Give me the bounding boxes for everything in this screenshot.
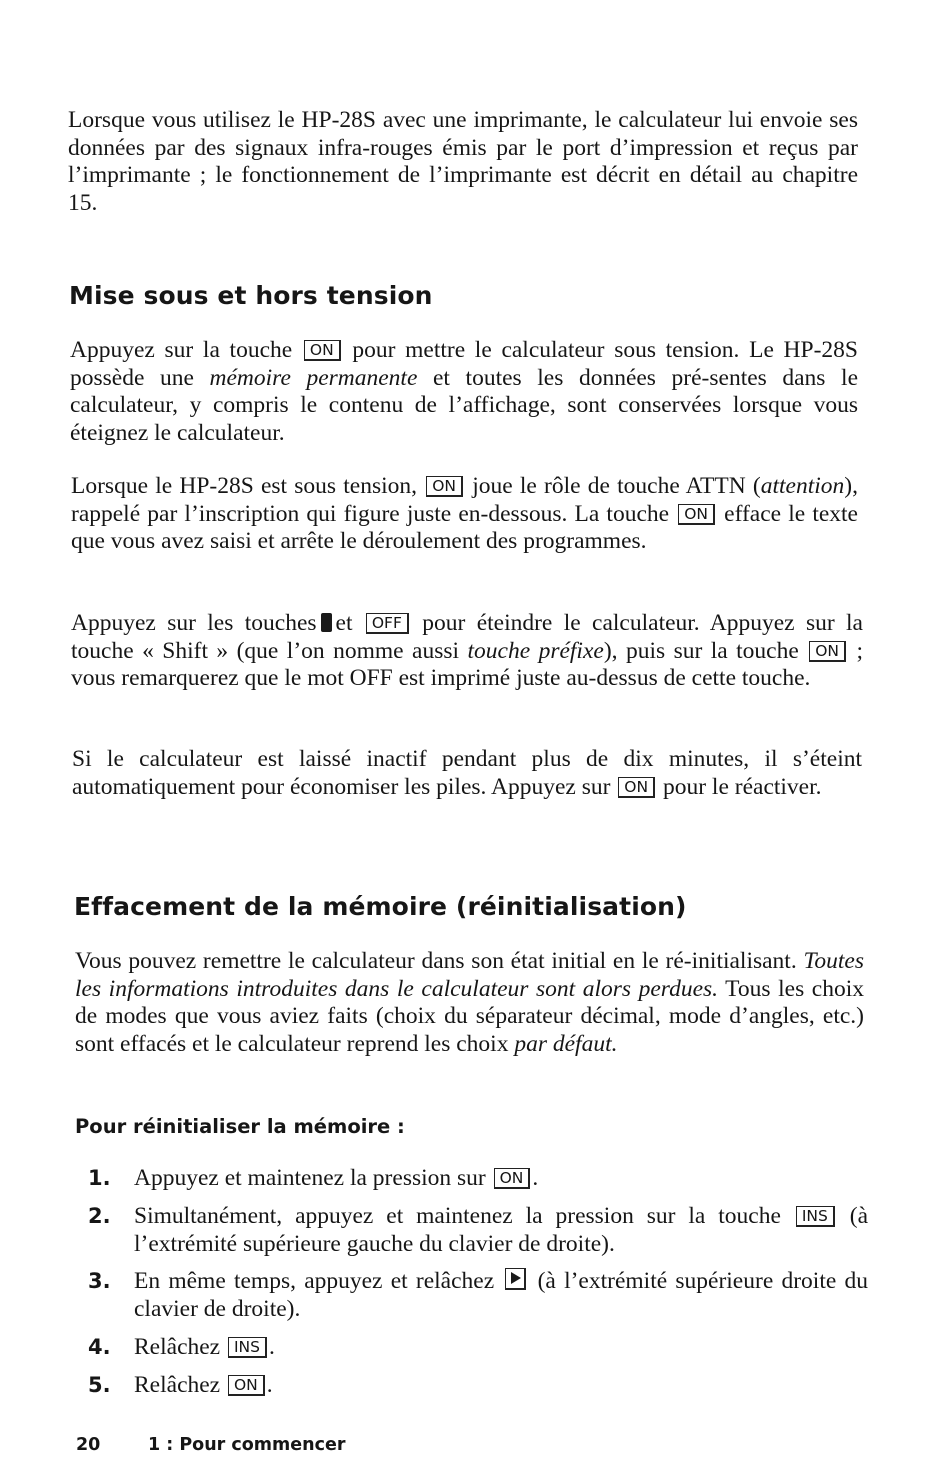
list-item [88, 1203, 874, 1261]
on-key: ON [228, 1375, 265, 1396]
ins-key: INS [796, 1206, 835, 1227]
power-paragraph-2: Lorsque le HP-28S est sous tension, ON joue le rôle de touche ATTN (attention), rappelé par l’inscription qui figure juste en-dessous. La touche ON efface le texte que vous avez saisi et arrête le déroulement des programmes. [71, 473, 864, 555]
step-text: Relâchez INS . [134, 1334, 275, 1360]
on-key: ON [678, 504, 715, 525]
power-paragraph-3: Appuyez sur les touches et OFF pour éteindre le calculateur. Appuyez sur la touche « Shift » (que l’on nomme aussi touche préfixe), puis sur la touche ON ; vous remarquerez que le mot OFF est imprimé juste au-dessus de cette touche. [71, 610, 869, 692]
right-arrow-key-icon [505, 1268, 526, 1290]
ins-key: INS [228, 1337, 267, 1358]
step-number: 3. [88, 1269, 111, 1293]
reset-paragraph: Vous pouvez remettre le calculateur dans son état initial en le ré-initialisant. Toutes les informations introduites dans le calculateur sont alors perdues. Tous les choix de modes que vous aviez faits (choix du séparateur décimal, mode d’angles, etc.) sont effacés et le calculateur reprend les choix par défaut. [75, 948, 870, 1057]
power-paragraph-1: Appuyez sur la touche ON pour mettre le calculateur sous tension. Le HP-28S possède une mémoire permanente et toutes les données pré-sentes dans le calculateur, y compris le contenu de l’affichage, sont conservées lorsque vous éteignez le calculateur. [70, 337, 864, 446]
chapter-title: 1 : Pour commencer [148, 1435, 346, 1455]
on-key: ON [494, 1168, 531, 1189]
page-number: 20 [76, 1435, 101, 1455]
intro-text: Lorsque vous utilisez le HP-28S avec une imprimante, le calculateur lui envoie ses données par des signaux infra-rouges émis par le port d’impression et reçus par l’imprimante ; le fonctionnement de l’imprimante est décrit en détail au chapitre 15. [68, 107, 864, 216]
intro-paragraph [68, 107, 864, 217]
shift-key-icon [321, 613, 332, 632]
step-number: 1. [88, 1166, 111, 1190]
list-item [88, 1165, 868, 1195]
step-number: 5. [88, 1373, 111, 1397]
list-item [88, 1268, 874, 1326]
on-key: ON [618, 777, 655, 798]
on-key: ON [809, 641, 846, 662]
section-heading-power: Mise sous et hors tension [69, 281, 433, 310]
step-number: 4. [88, 1335, 111, 1359]
step-text: Relâchez ON . [134, 1372, 273, 1398]
list-item [88, 1372, 868, 1402]
step-number: 2. [88, 1204, 111, 1228]
subheading-reset-steps: Pour réinitialiser la mémoire : [75, 1115, 405, 1138]
off-key: OFF [366, 613, 409, 634]
step-text: En même temps, appuyez et relâchez (à l’extrémité supérieure droite du clavier de droite). [134, 1268, 874, 1322]
list-item [88, 1334, 868, 1364]
step-text: Simultanément, appuyez et maintenez la pression sur la touche INS (à l’extrémité supérieure gauche du clavier de droite). [134, 1203, 874, 1257]
power-paragraph-4: Si le calculateur est laissé inactif pendant plus de dix minutes, il s’éteint automatiquement pour économiser les piles. Appuyez sur ON pour le réactiver. [72, 746, 868, 800]
section-heading-reset: Effacement de la mémoire (réinitialisation) [74, 892, 687, 921]
page-footer [76, 1435, 345, 1455]
on-key: ON [304, 340, 341, 361]
on-key: ON [426, 476, 463, 497]
step-text: Appuyez et maintenez la pression sur ON . [134, 1165, 539, 1191]
